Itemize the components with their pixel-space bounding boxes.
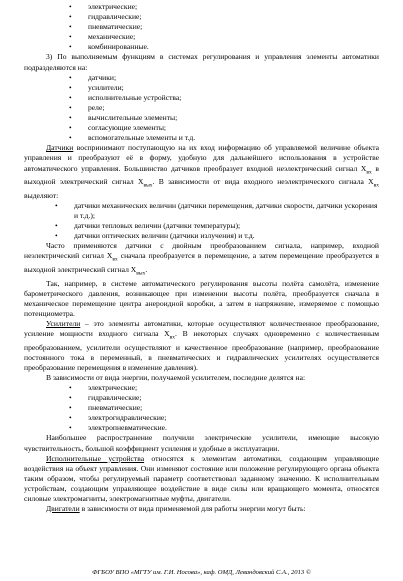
list-item: • комбинированные. xyxy=(24,42,379,52)
function-types-list xyxy=(24,73,379,144)
list-item: • усилители; xyxy=(24,83,379,93)
list-item: • датчики; xyxy=(24,73,379,83)
list-item: • вспомогательные элементы и т.д. xyxy=(24,133,379,143)
term-motors: Двигатели xyxy=(46,504,80,514)
list-item: • гидравлические; xyxy=(24,393,379,403)
list-item: • механические; xyxy=(24,32,379,42)
list-item: • электрогидравлические; xyxy=(24,413,379,423)
paragraph-common-amplifiers: Наибольшее распространение получили электрические усилители, имеющие высокую чувствительность, большой коэффициент усиления и удобные в эксплуатации. xyxy=(24,433,379,453)
paragraph-double-conversion: Часто применяются датчики с двойным преобразованием сигнала, например, входной неэлектрический сигнал $X_{вх}$ сначала преобразуется в перемещение, а затем перемещение преобразуется в выходной электрический сигнал $X_{вых}$. xyxy=(24,241,379,277)
paragraph-example: Так, например, в системе автоматического регулирования высоты полёта самолёта, изменение барометрического давления, возникающее при изменении высоты полёта, преобразуется сначала в механическое перемещение центра анероидной коробки, а затем в напряжение, измеряемое с помощью потенциометра. xyxy=(24,278,379,318)
list-item: • датчики тепловых величин (датчики температуры); xyxy=(24,221,379,231)
amplifier-types-list xyxy=(24,383,379,433)
list-item: • электрические; xyxy=(24,383,379,393)
term-amplifiers: Усилители xyxy=(46,318,81,328)
list-item: • датчики оптических величин (датчики излучения) и т.д. xyxy=(24,231,379,241)
list-item: • исполнительные устройства; xyxy=(24,93,379,103)
paragraph-amplifier-kinds: В зависимости от вида энергии, получаемой усилителем, последние делятся на: xyxy=(46,372,306,382)
sensor-types-list xyxy=(24,201,379,241)
term-sensors: Датчики xyxy=(46,143,74,153)
drive-types-list xyxy=(24,2,379,52)
list-item: • электропневматические. xyxy=(24,423,379,433)
list-item: • гидравлические; xyxy=(24,12,379,22)
list-item: • реле; xyxy=(24,103,379,113)
page-footer: ФГБОУ ВПО «МГТУ им. Г.И. Носова», каф. ОМД, Левандовский С.А., 2013 © xyxy=(92,569,311,576)
term-executive-devices: Исполнительные устройства xyxy=(46,453,145,463)
list-item: • вычислительные элементы; xyxy=(24,113,379,123)
list-item: • датчики механических величин (датчики перемещения, датчики скорости, датчики ускорения и т.д.); xyxy=(24,201,379,221)
list-item: • электрические; xyxy=(24,2,379,12)
list-item: • пневматические; xyxy=(24,403,379,413)
paragraph-functions: 3) По выполняемым функциям в системах регулирования и управления элементы автоматики подразделяются на: xyxy=(24,52,379,72)
paragraph-executive-devices: Исполнительные устройства относятся к элементам автоматики, создающим управляющие воздействия на объект управления. Они изменяют состояние или положение регулирующего органа объекта таким образом, чтобы регулируемый параметр соответствовал заданному значению. К исполнительным устройствам, создающим управляющее воздействие в виде силы или вращающего момента, относятся силовые электромагниты, электромагнитные муфты, двигатели. xyxy=(24,453,379,503)
list-item: • пневматические; xyxy=(24,22,379,32)
paragraph-amplifiers: Усилители – это элементы автоматики, которые осуществляют количественное преобразование, усиление мощности входного сигнала $X_{вх}$. В некоторых случаях одновременно с количественным преобразованием, усилители осуществляют и качественное преобразование (например, преобразование постоянного тока в переменный, в пневматических и гидравлических усилителях осуществляется преобразование перемещения в изменение давления). xyxy=(24,318,379,372)
paragraph-sensors: Датчики воспринимают поступающую на их вход информацию об управляемой величине объекта управления и преобразуют её в форму, удобную для дальнейшего использования в устройстве автоматического управления. Большинство датчиков преобразует входной неэлектрический сигнал $X_{вх}$ в выходной электрический сигнал $X_{вых}$. В зависимости от вида входного неэлектрического сигнала $X_{вх}$ выделяют: xyxy=(24,143,380,200)
paragraph-motors: Двигатели в зависимости от вида применяемой для работы энергии могут быть: xyxy=(46,504,306,514)
list-item: • согласующие элементы; xyxy=(24,123,379,133)
